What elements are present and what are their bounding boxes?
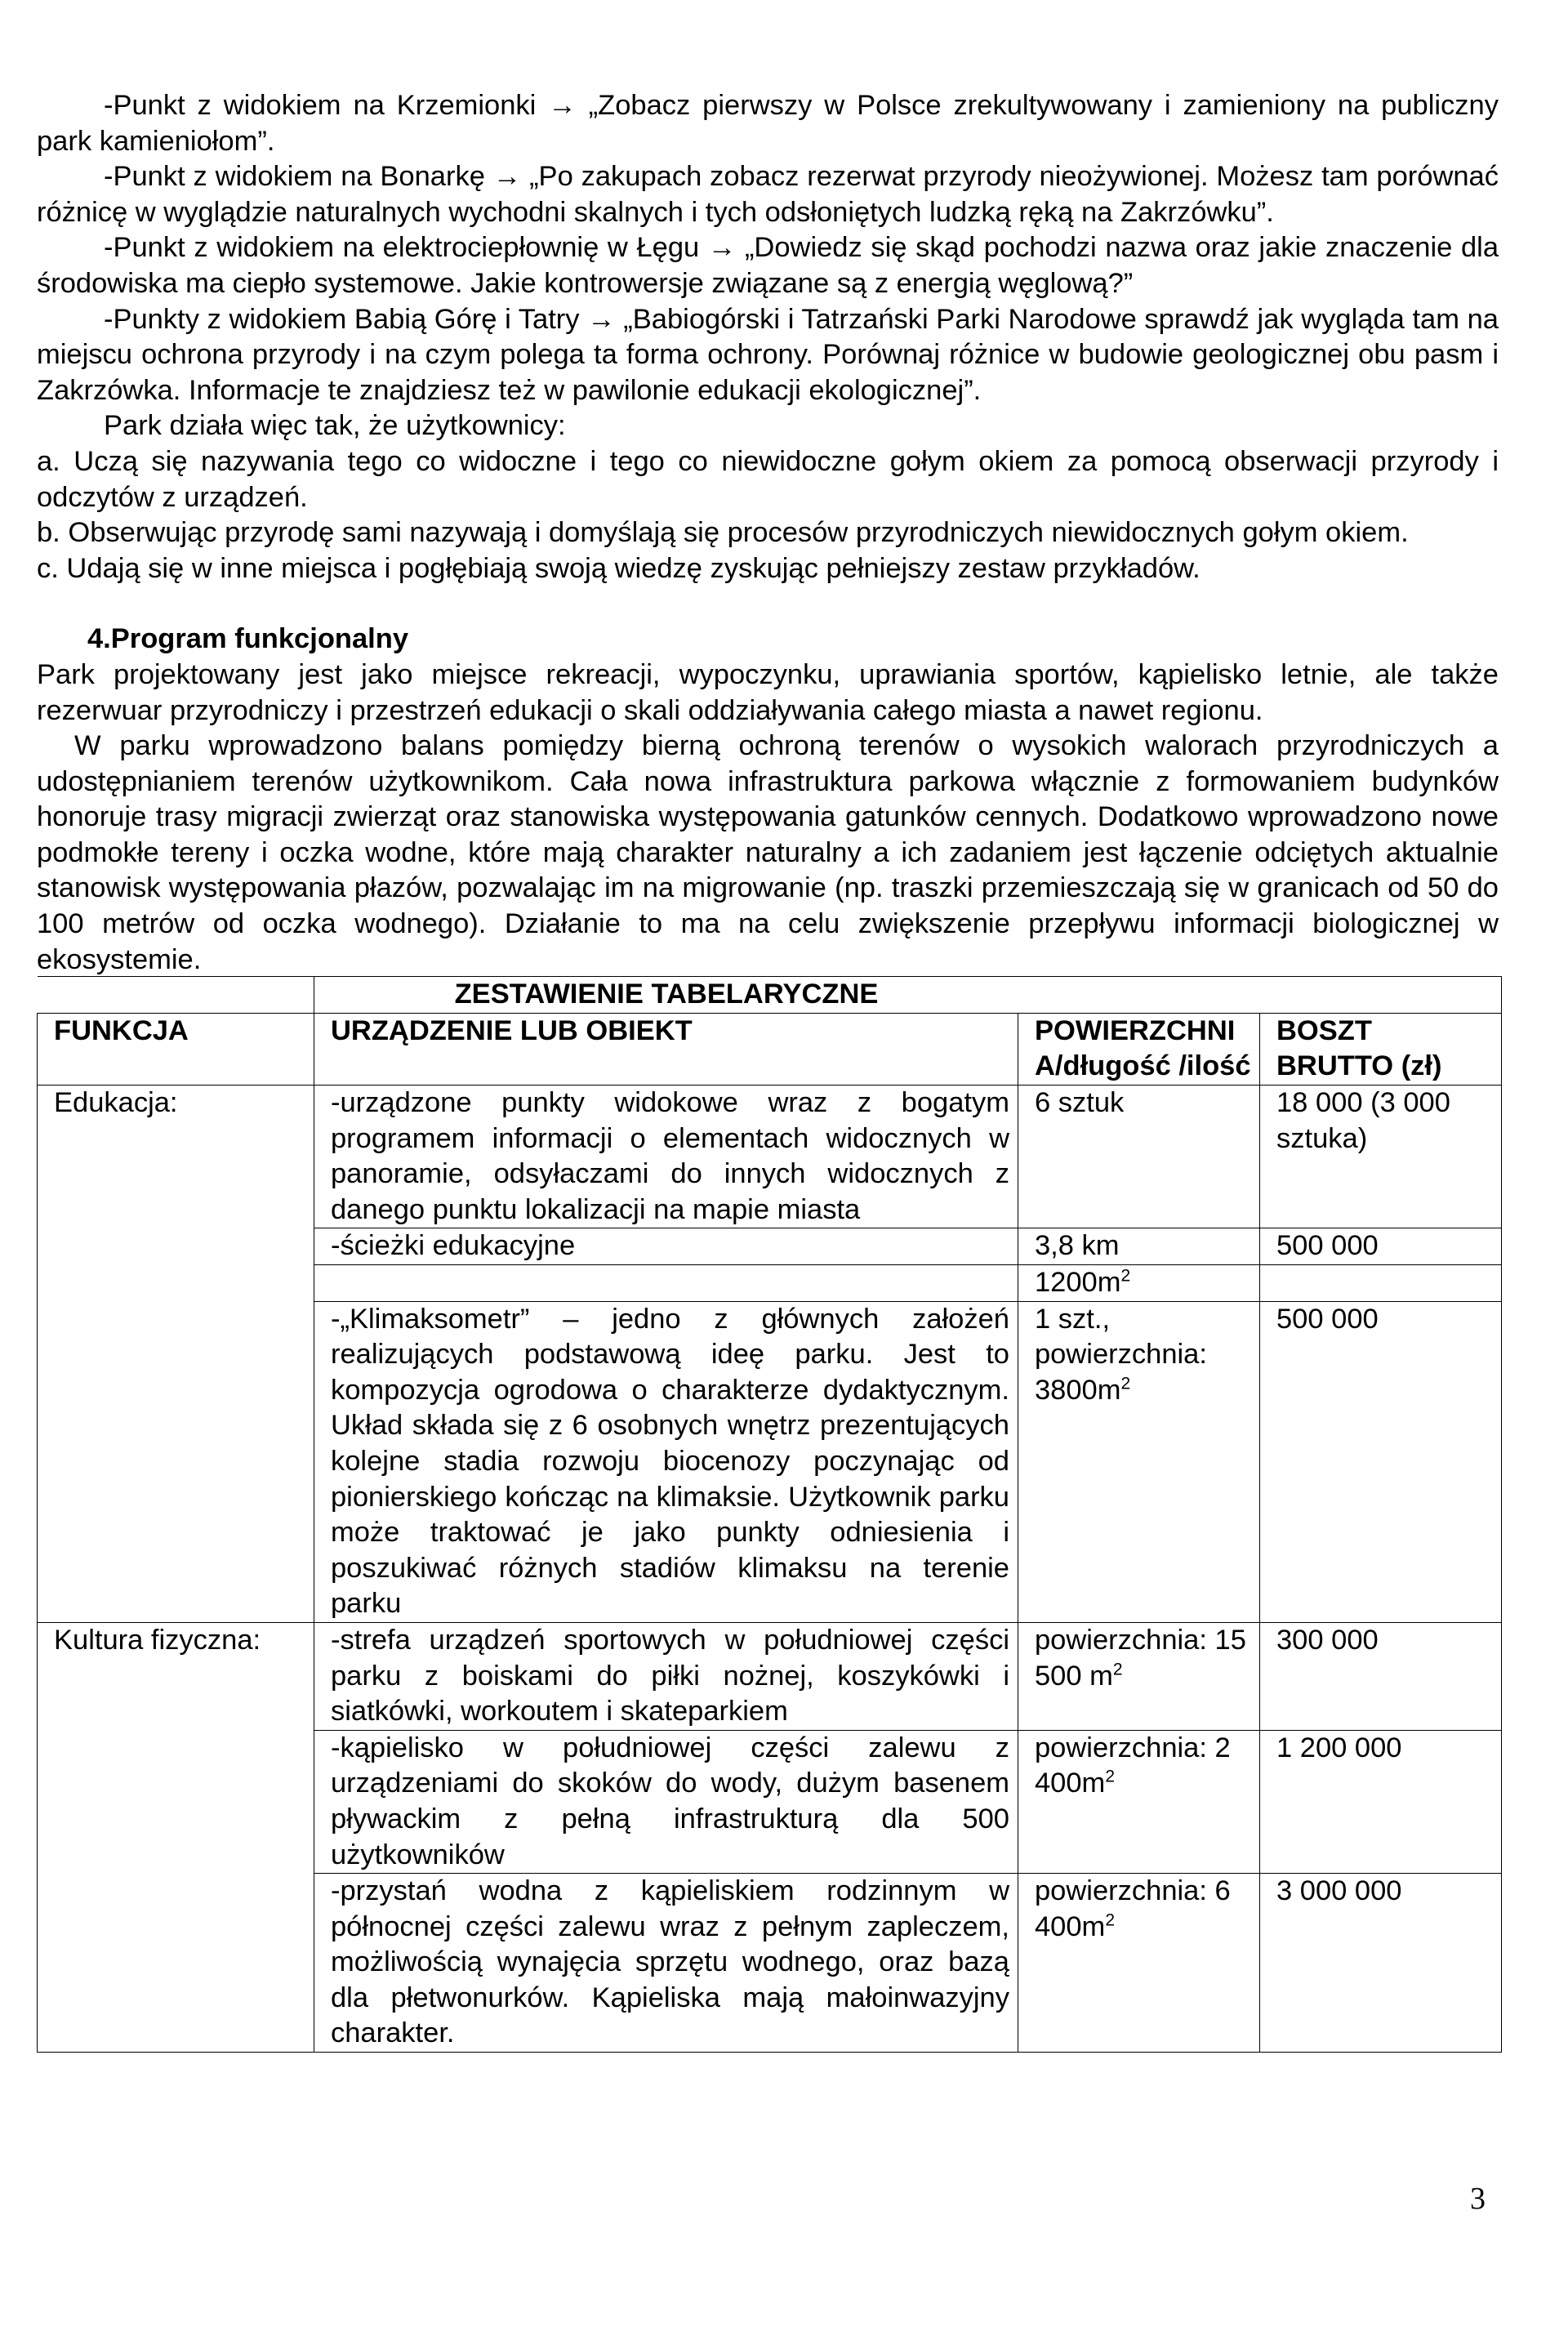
section-paragraph-intro: Park projektowany jest jako miejsce rekreacji, wypoczynku, uprawiania sportów, kąpielisko letnie, ale także rezerwuar przyrodniczy i przestrzeń edukacji o skali oddziaływania całego miasta a nawet regionu. (37, 658, 1499, 726)
cell-koszt: 300 000 (1260, 1622, 1502, 1730)
cell-obiekt: -strefa urządzeń sportowych w południowej części parku z boiskami do piłki nożnej, koszykówki i siatkówki, workoutem i skateparkiem (314, 1622, 1018, 1730)
cell-ilosc: powierzchnia: 15 500 $m^2$ (1018, 1622, 1260, 1730)
cell-funkcja: Edukacja: (38, 1086, 314, 1623)
cell-funkcja: Kultura fizyczna: (38, 1622, 314, 2052)
table-title: ZESTAWIENIE TABELARYCZNE (314, 977, 1502, 1014)
cell-ilosc: 1 szt., powierzchnia: $3800m^2$ (1018, 1301, 1260, 1622)
cell-koszt: 18 000 (3 000 sztuka) (1260, 1086, 1502, 1228)
cell-obiekt: -ścieżki edukacyjne (314, 1228, 1018, 1265)
paragraph-park-dziala: Park działa więc tak, że użytkownicy: (104, 410, 566, 442)
cell-ilosc: powierzchnia: 2 $400m^2$ (1018, 1730, 1260, 1873)
cell-obiekt: -urządzone punkty widokowe wraz z bogatym programem informacji o elementach widocznych w panoramie, odsyłaczami do innych widocznych z danego punktu lokalizacji na mapie miasta (314, 1086, 1018, 1228)
cell-ilosc: 6 sztuk (1018, 1086, 1260, 1228)
cell-koszt (1260, 1265, 1502, 1302)
paragraph-krzemionki: -Punkt z widokiem na Krzemionki → „Zobacz pierwszy w Polsce zrekultywowany i zamieniony na publiczny park kamieniołom”. (37, 90, 1499, 157)
cell-ilosc: powierzchnia: 6 $400m^2$ (1018, 1874, 1260, 2053)
table-row (38, 1086, 1502, 1228)
paragraph-bonarka: -Punkt z widokiem na Bonarkę → „Po zakupach zobacz rezerwat przyrody nieożywionej. Możesz tam porównać różnicę w wyglądzie naturalnych wychodni skalnych i tych odsłoniętych ludzką ręką na Zakrzówku”. (37, 161, 1499, 228)
header-ilosc: POWIERZCHNI A/długość /ilość (1018, 1013, 1260, 1085)
header-funkcja: FUNKCJA (38, 1013, 314, 1085)
list-item-a: a. Uczą się nazywania tego co widoczne i tego co niewidoczne gołym okiem za pomocą obserwacji przyrody i odczytów z urządzeń. (37, 445, 1499, 513)
cell-obiekt (314, 1265, 1018, 1302)
spacer (37, 586, 1499, 622)
cell-obiekt: -„Klimaksometr” – jedno z głównych założeń realizujących podstawową ideę parku. Jest to kompozycja ogrodowa o charakterze dydaktycznym. Układ składa się z 6 osobnych wnętrz prezentujących kolejne stadia rozwoju biocenozy poczynając od pionierskiego kończąc na klimaksie. Użytkownik parku może traktować je jako punkty odniesienia i poszukiwać różnych stadiów klimaksu na terenie parku (314, 1301, 1018, 1622)
paragraph-babia-gora-tatry: -Punkty z widokiem Babią Górę i Tatry → „Babiogórski i Tatrzański Parki Narodowe sprawdź jak wygląda tam na miejscu ochrona przyrody i na czym polega ta forma ochrony. Porównaj różnice w budowie geologicznej obu pasm i Zakrzówka. Informacje te znajdziesz też w pawilonie edukacji ekologicznej”. (37, 303, 1499, 406)
cell-obiekt: -przystań wodna z kąpieliskiem rodzinnym w północnej części zalewu wraz z pełnym zapleczem, możliwością wynajęcia sprzętu wodnego, oraz bazą dla płetwonurków. Kąpieliska mają małoinwazyjny charakter. (314, 1874, 1018, 2053)
table-title-row (38, 977, 1502, 1014)
cell-koszt: 3 000 000 (1260, 1874, 1502, 2053)
cell-ilosc: 3,8 km (1018, 1228, 1260, 1265)
table-row (38, 1622, 1502, 1730)
list-item-b: b. Obserwując przyrodę sami nazywają i domyślają się procesów przyrodniczych niewidocznych gołym okiem. (37, 517, 1409, 549)
cell-koszt: 1 200 000 (1260, 1730, 1502, 1873)
cell-obiekt: -kąpielisko w południowej części zalewu z urządzeniami do skoków do wody, dużym basenem pływackim z pełną infrastrukturą dla 500 użytkowników (314, 1730, 1018, 1873)
page-number: 3 (1470, 2182, 1486, 2216)
summary-table (37, 976, 1502, 2053)
section-heading: 4.Program funkcjonalny (87, 623, 409, 655)
cell-koszt: 500 000 (1260, 1301, 1502, 1622)
header-obiekt: URZĄDZENIE LUB OBIEKT (314, 1013, 1018, 1085)
cell-ilosc: $1200m^2$ (1018, 1265, 1260, 1302)
table-header-row (38, 1013, 1502, 1085)
list-item-c: c. Udają się w inne miejsca i pogłębiają swoją wiedzę zyskując pełniejszy zestaw przykładów. (37, 552, 1200, 584)
section-paragraph-balance: W parku wprowadzono balans pomiędzy bierną ochroną terenów o wysokich walorach przyrodniczych a udostępnianiem terenów użytkownikom. Cała nowa infrastruktura parkowa włącznie z formowaniem budynków honoruje trasy migracji zwierząt oraz stanowiska występowania gatunków cennych. Dodatkowo wprowadzono nowe podmokłe tereny i oczka wodne, które mają charakter naturalny a ich zadaniem jest łączenie odciętych aktualnie stanowisk występowania płazów, pozwalając im na migrowanie (np. traszki przemieszczają się w granicach od 50 do 100 metrów od oczka wodnego). Działanie to ma na celu zwiększenie przepływu informacji biologicznej w ekosystemie. (37, 730, 1499, 975)
document-page (37, 88, 1499, 2053)
cell-koszt: 500 000 (1260, 1228, 1502, 1265)
paragraph-elektrocieplownia: -Punkt z widokiem na elektrociepłownię w Łęgu → „Dowiedz się skąd pochodzi nazwa oraz jakie znaczenie dla środowiska ma ciepło systemowe. Jakie kontrowersje związane są z energią węglową?” (37, 232, 1499, 299)
header-koszt: BOSZT BRUTTO (zł) (1260, 1013, 1502, 1085)
